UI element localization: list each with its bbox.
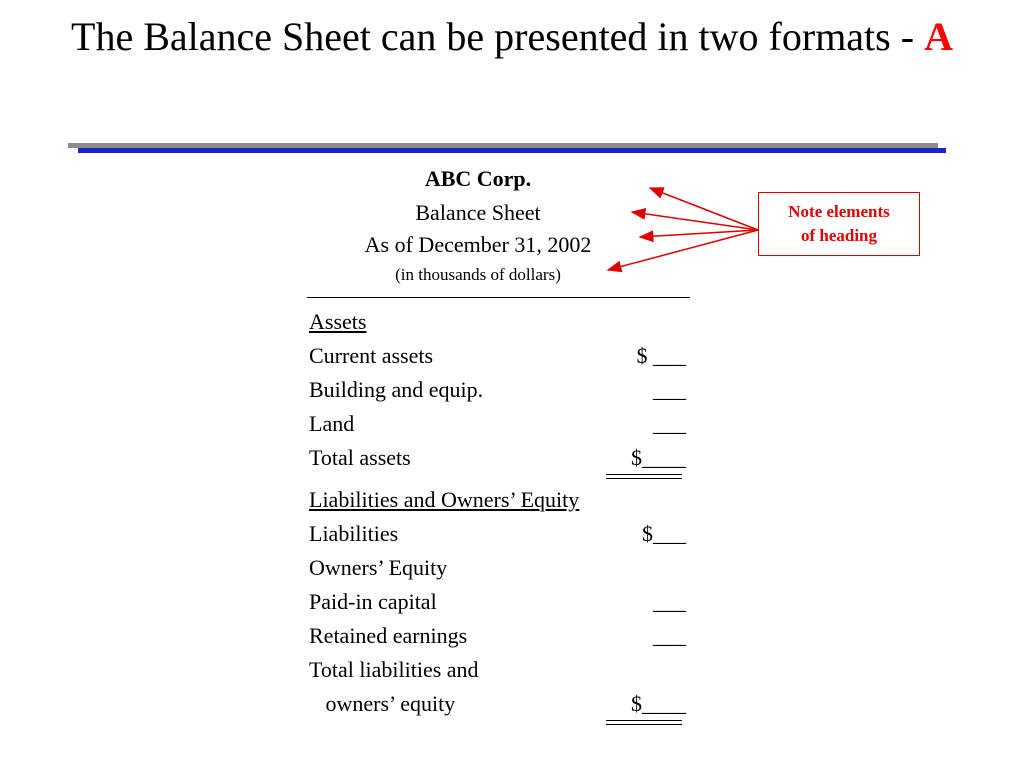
liabilities-header: Liabilities and Owners’ Equity [309,487,580,512]
row-amount-paid-in-capital: ___ [653,589,686,614]
row-label-paid-in-capital: Paid-in capital [309,589,437,614]
row-amount-total-assets: $____ [631,445,686,470]
row-amount-current-assets: $ ___ [636,343,686,368]
arrow-to-units [608,230,758,270]
row-amount-land: ___ [653,411,686,436]
slide-title-main: The Balance Sheet can be presented in two formats - [71,14,925,59]
row-label-owners-equity-total: owners’ equity [309,691,456,716]
row-label-retained-earnings: Retained earnings [309,623,468,648]
row-amount-building: ___ [653,377,686,402]
statement-units: (in thousands of dollars) [395,265,561,284]
row-label-total-liabilities: Total liabilities and [309,657,479,682]
row-label-building: Building and equip. [309,377,484,402]
row-label-liabilities: Liabilities [309,521,399,546]
note-line-1: Note elements [788,202,890,221]
total-liab-equity-double-rule [606,720,682,725]
row-label-current-assets: Current assets [309,343,434,368]
row-label-total-assets: Total assets [309,445,411,470]
statement-date: As of December 31, 2002 [364,232,592,257]
arrow-to-statement [632,212,758,230]
slide-title-accent: A [924,14,953,59]
row-label-land: Land [309,411,355,436]
company-name: ABC Corp. [424,166,532,191]
arrow-to-company [650,188,758,230]
statement-name: Balance Sheet [415,200,541,225]
arrow-to-date [640,230,758,237]
total-assets-double-rule [606,474,682,479]
row-label-owners-equity: Owners’ Equity [309,555,448,580]
row-amount-retained-earnings: ___ [653,623,686,648]
note-line-2: of heading [800,226,878,245]
row-amount-total-liab-equity: $____ [631,691,686,716]
assets-header: Assets [309,309,367,334]
row-amount-liabilities: $___ [642,521,686,546]
